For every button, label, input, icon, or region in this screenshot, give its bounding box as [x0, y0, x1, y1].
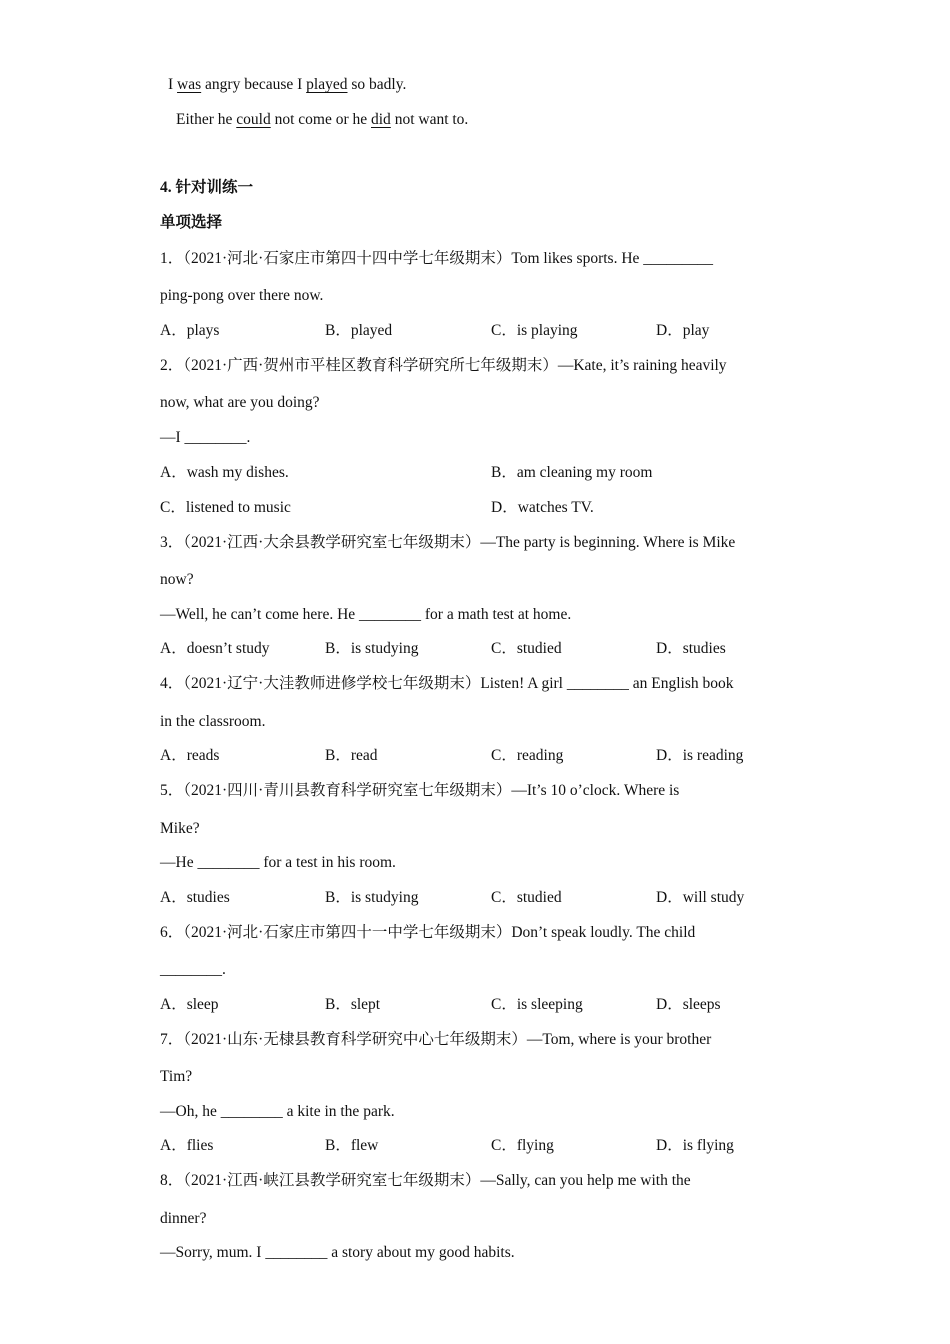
subsection-title: 单项选择 — [160, 214, 223, 231]
question-3-option-b: B．is studying — [325, 640, 419, 657]
question-5-option-d: D．will study — [656, 889, 745, 906]
question-4-line-2: in the classroom. — [160, 713, 266, 730]
question-7-option-d: D．is flying — [656, 1137, 734, 1154]
question-7-line-2: Tim? — [160, 1068, 193, 1085]
question-1-line-1: 1．（2021·河北·石家庄市第四十四中学七年级期末）Tom likes sports. He _________ — [160, 250, 714, 267]
question-3-option-c: C．studied — [491, 640, 562, 657]
question-2-line-1: 2．（2021·广西·贺州市平桂区教育科学研究所七年级期末）—Kate, it’s raining heavily — [160, 357, 727, 374]
question-1-option-c: C．is playing — [491, 322, 578, 339]
example-text: I — [168, 76, 178, 93]
example-underlined-word: could — [236, 111, 271, 128]
question-1-option-d: D．play — [656, 322, 710, 339]
question-8-line-3: —Sorry, mum. I ________ a story about my good habits. — [160, 1244, 515, 1261]
question-7-line-1: 7．（2021·山东·无棣县教育科学研究中心七年级期末）—Tom, where is your brother — [160, 1031, 712, 1048]
question-6-line-2: ________. — [160, 961, 226, 978]
question-2-option-a: A．wash my dishes. — [160, 464, 289, 481]
example-text: not come or he — [270, 111, 371, 128]
question-2-line-2: now, what are you doing? — [160, 394, 320, 411]
example-text: Either he — [176, 111, 237, 128]
question-3-line-2: now? — [160, 571, 194, 588]
question-2-option-d: D．watches TV. — [491, 499, 594, 516]
example-sentence-1 — [168, 75, 406, 95]
question-4-option-c: C．reading — [491, 747, 564, 764]
question-5-line-3: —He ________ for a test in his room. — [160, 854, 396, 871]
example-underlined-word: did — [371, 111, 391, 128]
question-6-option-b: B．slept — [325, 996, 381, 1013]
question-1-line-2: ping-pong over there now. — [160, 287, 324, 304]
question-4-option-b: B．read — [325, 747, 378, 764]
example-underlined-word: was — [177, 76, 202, 93]
question-5-line-2: Mike? — [160, 820, 200, 837]
question-4-option-d: D．is reading — [656, 747, 744, 764]
question-1-option-a: A．plays — [160, 322, 220, 339]
question-5-line-1: 5．（2021·四川·青川县教育科学研究室七年级期末）—It’s 10 o’clock. Where is — [160, 782, 680, 799]
example-text: angry because I — [201, 76, 307, 93]
question-1-option-b: B．played — [325, 322, 393, 339]
question-5-option-c: C．studied — [491, 889, 562, 906]
question-4-line-1: 4．（2021·辽宁·大洼教师进修学校七年级期末）Listen! A girl ________ an English book — [160, 675, 734, 692]
question-3-option-d: D．studies — [656, 640, 726, 657]
question-6-option-a: A．sleep — [160, 996, 219, 1013]
question-7-line-3: —Oh, he ________ a kite in the park. — [160, 1103, 395, 1120]
question-7-option-a: A．flies — [160, 1137, 214, 1154]
section-title: 4. 针对训练一 — [160, 179, 254, 196]
question-4-option-a: A．reads — [160, 747, 220, 764]
example-text: not want to. — [390, 111, 469, 128]
question-7-option-c: C．flying — [491, 1137, 554, 1154]
question-6-option-c: C．is sleeping — [491, 996, 583, 1013]
question-3-option-a: A．doesn’t study — [160, 640, 270, 657]
example-underlined-word: played — [306, 76, 348, 93]
question-6-option-d: D．sleeps — [656, 996, 721, 1013]
question-8-line-2: dinner? — [160, 1210, 207, 1227]
example-sentence-2 — [176, 110, 468, 130]
question-2-option-c: C．listened to music — [160, 499, 291, 516]
question-6-line-1: 6．（2021·河北·石家庄市第四十一中学七年级期末）Don’t speak loudly. The child — [160, 924, 696, 941]
question-5-option-b: B．is studying — [325, 889, 419, 906]
question-7-option-b: B．flew — [325, 1137, 379, 1154]
example-text: so badly. — [347, 76, 407, 93]
question-5-option-a: A．studies — [160, 889, 230, 906]
question-2-option-b: B．am cleaning my room — [491, 464, 653, 481]
question-3-line-3: —Well, he can’t come here. He ________ for a math test at home. — [160, 606, 572, 623]
question-2-line-3: —I ________. — [160, 429, 251, 446]
question-8-line-1: 8．（2021·江西·峡江县教学研究室七年级期末）—Sally, can you help me with the — [160, 1172, 691, 1189]
question-3-line-1: 3．（2021·江西·大余县教学研究室七年级期末）—The party is beginning. Where is Mike — [160, 534, 736, 551]
